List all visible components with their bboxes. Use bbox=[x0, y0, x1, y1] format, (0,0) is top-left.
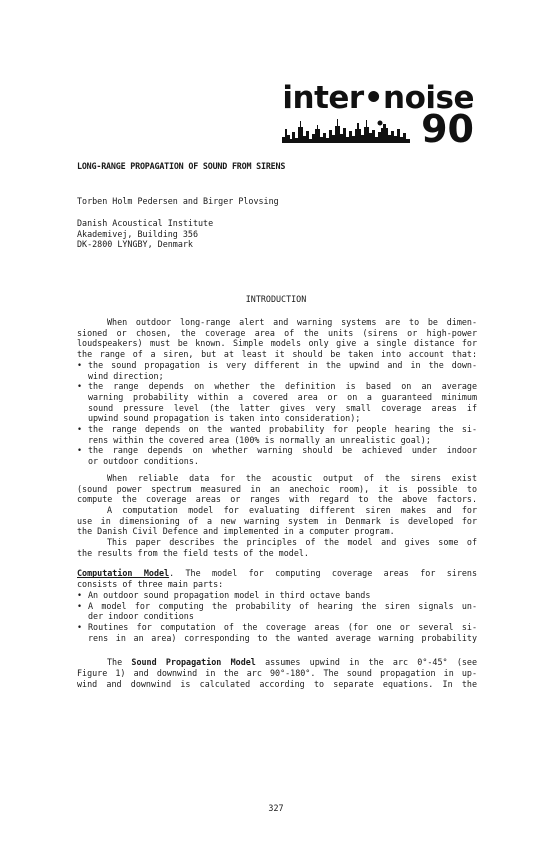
logo-year: 90 bbox=[421, 107, 474, 151]
bullet-symbol: • bbox=[77, 381, 83, 392]
bullet-symbol: • bbox=[77, 445, 83, 456]
text-line: rens within the covered area (100% is normally an unrealistic goal); bbox=[88, 434, 431, 445]
text-line: wind and downwind is calculated according to separate equations. In the bbox=[77, 678, 477, 689]
computation-model-heading: Computation Model bbox=[77, 568, 170, 579]
affiliation-line: DK-2800 LYNGBY, Denmark bbox=[77, 239, 193, 250]
city-skyline-icon bbox=[282, 117, 410, 143]
bullet-item bbox=[77, 360, 477, 371]
bullet-symbol: • bbox=[77, 359, 83, 370]
text-line: A model for computing the probability of hearing the siren signals un- bbox=[88, 600, 477, 611]
bullet-symbol: • bbox=[77, 621, 83, 632]
bullet-symbol: • bbox=[77, 589, 83, 600]
bullet-item bbox=[77, 601, 477, 612]
affiliation-line: Danish Acoustical Institute bbox=[77, 218, 214, 228]
text-line: When reliable data for the acoustic output of the sirens exist bbox=[107, 472, 477, 483]
sound-propagation-model-term: Sound Propagation Model bbox=[131, 657, 256, 668]
bullet-symbol: • bbox=[77, 424, 83, 435]
text-line: When outdoor long-range alert and warning systems are to be dimen- bbox=[107, 317, 477, 327]
text-line: loudspeakers) must be known. Simple models only give a single distance for bbox=[77, 338, 477, 349]
bullet-item bbox=[77, 381, 477, 392]
text-line: rens in an area) corresponding to the wanted average warning probability bbox=[88, 632, 477, 643]
logo-wordmark: inter•noise bbox=[282, 80, 474, 116]
text-line: the range depends on the wanted probability for people hearing the si- bbox=[88, 424, 477, 435]
affiliation bbox=[77, 218, 477, 250]
authors bbox=[77, 196, 477, 207]
text-line: The bbox=[107, 657, 132, 668]
text-line: or outdoor conditions. bbox=[88, 456, 199, 467]
bullet-item bbox=[77, 590, 477, 601]
section-heading-introduction: INTRODUCTION bbox=[245, 294, 307, 304]
text-line: Routines for computation of the coverage areas (for one or several si- bbox=[88, 621, 477, 632]
text-line: wind direction; bbox=[88, 370, 164, 381]
page-number: 327 bbox=[268, 803, 284, 813]
bullet-item bbox=[77, 424, 477, 435]
bullet-symbol: • bbox=[77, 600, 83, 611]
spm-paragraph-line bbox=[77, 657, 477, 668]
text-line: This paper describes the principles of the model and gives some of bbox=[107, 537, 477, 548]
text-line: Figure 1) and downwind in the arc 90°-180°. The sound propagation in up- bbox=[77, 668, 477, 679]
text-line: the range depends on whether the definition is based on an average bbox=[88, 381, 477, 392]
body-text bbox=[77, 317, 477, 690]
affiliation-line: Akademivej, Building 356 bbox=[77, 228, 199, 239]
inter-noise-90-logo bbox=[282, 80, 474, 151]
text-line: the range depends on whether warning should be achieved under indoor bbox=[88, 445, 477, 456]
text-line: sioned or chosen, the coverage area of the units (sirens or high-power bbox=[77, 327, 477, 338]
text-line: sound pressure level (the latter gives very small coverage areas if bbox=[88, 402, 477, 413]
text-line: A computation model for evaluating different siren makes and for bbox=[107, 504, 477, 515]
text-line: warning probability within a covered area or on a guaranteed minimum bbox=[88, 391, 477, 402]
text-line: der indoor conditions bbox=[88, 611, 194, 622]
text-line: consists of three main parts: bbox=[77, 579, 224, 590]
text-line: . The model for computing coverage areas for sirens bbox=[169, 568, 478, 579]
text-line: (sound power spectrum measured in an anechoic room), it is possible to bbox=[77, 483, 477, 494]
text-line: the results from the field tests of the model. bbox=[77, 547, 309, 558]
text-line: upwind sound propagation is taken into consideration); bbox=[88, 413, 361, 424]
model-paragraph-line bbox=[77, 568, 477, 579]
text-line: An outdoor sound propagation model in third octave bands bbox=[88, 589, 371, 600]
bullet-item bbox=[77, 622, 477, 633]
text-line: assumes upwind in the arc 0°-45° (see bbox=[255, 657, 477, 668]
text-line: the range of a siren, but at least it should be taken into account that: bbox=[77, 349, 477, 360]
paper-title: LONG-RANGE PROPAGATION OF SOUND FROM SIRENS bbox=[77, 161, 286, 171]
text-line: the sound propagation is very different in the upwind and in the down- bbox=[88, 359, 477, 370]
author-names: Torben Holm Pedersen and Birger Plovsing bbox=[77, 196, 279, 206]
text-line: compute the coverage areas or ranges with regard to the above factors. bbox=[77, 494, 477, 505]
text-line: use in dimensioning of a new warning system in Denmark is developed for bbox=[77, 515, 477, 526]
text-line: the Danish Civil Defence and implemented in a computer program. bbox=[77, 526, 395, 537]
bullet-item bbox=[77, 445, 477, 456]
